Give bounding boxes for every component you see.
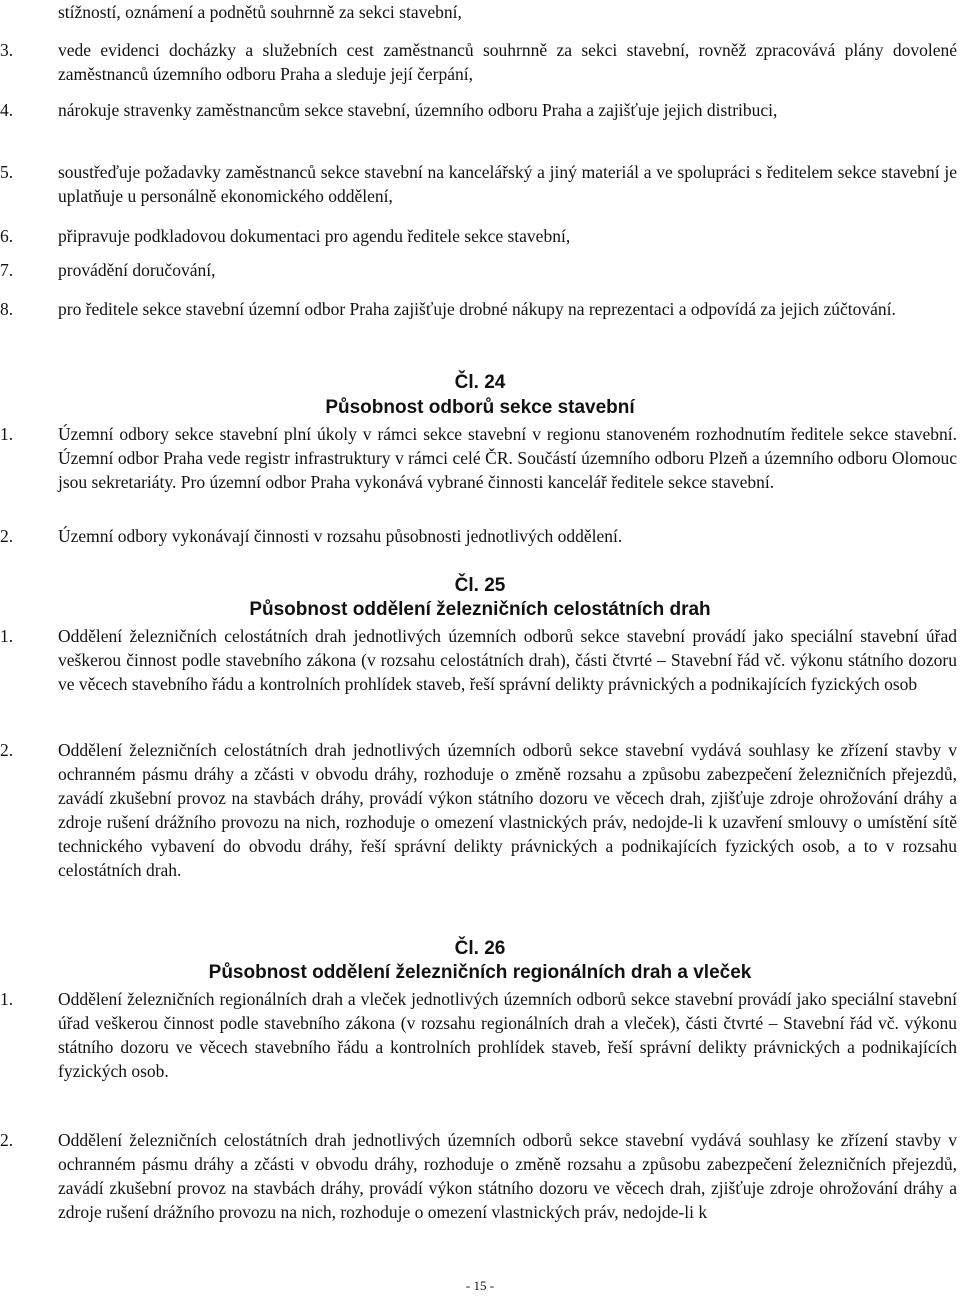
list-item [0, 297, 957, 321]
item-number: 2. [0, 526, 14, 546]
item-number: 1. [0, 424, 14, 444]
article-25-number: Čl. 25 [454, 575, 506, 596]
item-text: vede evidenci docházky a služebních cest zaměstnanců souhrnně za sekci stavební, rovněž zpracovává plány dovolené zaměstnanců územního odboru Praha a sleduje její čerpání, [58, 40, 957, 84]
item-number: 8. [0, 299, 14, 319]
item-text: Oddělení železničních regionálních drah a vleček jednotlivých územních odborů sekce stavební provádí jako speciální stavební úřad veškerou činnost podle stavebního zákona (v rozsahu regionálních drah a vleček), části čtvrté – Stavební řád vč. výkonu státního dozoru ve věcech stavebního řádu a kontrolních prohlídek staveb, řeší správní delikty právnických a podnikajících fyzických osob. [58, 989, 957, 1081]
item-number: 4. [0, 100, 14, 120]
list-item [0, 38, 957, 86]
item-number: 6. [0, 226, 14, 246]
item-text: Oddělení železničních celostátních drah jednotlivých územních odborů sekce stavební vydává souhlasy ke zřízení stavby v ochranném pásmu dráhy a zčásti v obvodu dráhy, rozhoduje o změně rozsahu a způsobu zabezpečení železničních přejezdů, zavádí zkušební provoz na stavbách dráhy, provádí výkon státního dozoru ve věcech drah, zjišťuje zdroje ohrožování dráhy a zdroje rušení drážního provozu na nich, rozhoduje o omezení vlastnických práv, nedojde-li k [58, 1130, 957, 1222]
article-24-number: Čl. 24 [454, 372, 506, 393]
article-25-title: Působnost oddělení železničních celostátních drah [249, 599, 711, 620]
item-text: Oddělení železničních celostátních drah jednotlivých územních odborů sekce stavební provádí jako speciální stavební úřad veškerou činnost podle stavebního zákona (v rozsahu celostátních drah), části čtvrté – Stavební řád vč. výkonu státního dozoru ve věcech stavebního řádu a kontrolních prohlídek staveb, řeší správní delikty právnických a podnikajících fyzických osob [58, 626, 957, 694]
list-item [0, 422, 957, 494]
item-text: Územní odbory vykonávají činnosti v rozsahu působnosti jednotlivých oddělení. [58, 526, 623, 546]
list-item [0, 987, 957, 1083]
article-24-title: Působnost odborů sekce stavební [325, 397, 635, 418]
continuation-text: stížností, oznámení a podnětů souhrnně za sekci stavební, [58, 2, 462, 22]
list-item [0, 98, 957, 122]
item-text: pro ředitele sekce stavební územní odbor Praha zajišťuje drobné nákupy na reprezentaci a odpovídá za jejich zúčtování. [58, 299, 896, 319]
item-number: 3. [0, 40, 14, 60]
item-number: 1. [0, 626, 14, 646]
list-item [0, 160, 957, 208]
page-number: - 15 - [465, 1278, 495, 1293]
item-number: 2. [0, 740, 14, 760]
item-number: 2. [0, 1130, 14, 1150]
item-number: 1. [0, 989, 14, 1009]
item-text: Územní odbory sekce stavební plní úkoly v rámci sekce stavební v regionu stanoveném rozhodnutím ředitele sekce stavební. Územní odbor Praha vede registr infrastruktury v rámci celé ČR. Součástí územního odboru Plzeň a územního odboru Olomouc jsou sekretariáty. Pro územní odbor Praha vykonává vybrané činnosti kancelář ředitele sekce stavební. [58, 424, 957, 492]
item-text: soustřeďuje požadavky zaměstnanců sekce stavební na kancelářský a jiný materiál a ve spolupráci s ředitelem sekce stavební je uplatňuje u personálně ekonomického oddělení, [58, 162, 957, 206]
item-number: 7. [0, 260, 14, 280]
article-26-title: Působnost oddělení železničních regionálních drah a vleček [208, 962, 752, 983]
list-item [0, 524, 957, 548]
item-text: připravuje podkladovou dokumentaci pro agendu ředitele sekce stavební, [58, 226, 571, 246]
list-item [0, 224, 957, 248]
item-text: provádění doručování, [58, 260, 216, 280]
list-item [0, 738, 957, 882]
list-item [0, 1128, 957, 1224]
list-item [0, 258, 957, 282]
item-number: 5. [0, 162, 14, 182]
item-text: nárokuje stravenky zaměstnancům sekce stavební, územního odboru Praha a zajišťuje jejich distribuci, [58, 100, 778, 120]
list-item [0, 624, 957, 696]
item-text: Oddělení železničních celostátních drah jednotlivých územních odborů sekce stavební vydává souhlasy ke zřízení stavby v ochranném pásmu dráhy a zčásti v obvodu dráhy, rozhoduje o změně rozsahu a způsobu zabezpečení železničních přejezdů, zavádí zkušební provoz na stavbách dráhy, provádí výkon státního dozoru ve věcech drah, zjišťuje zdroje ohrožování dráhy a zdroje rušení drážního provozu na nich, rozhoduje o omezení vlastnických práv, nedojde-li k uzavření smlouvy o umístění sítě technického vybavení do obvodu dráhy, řeší správní delikty právnických a podnikajících fyzických osob, a to v rozsahu celostátních drah. [58, 740, 957, 880]
article-26-number: Čl. 26 [454, 938, 506, 959]
